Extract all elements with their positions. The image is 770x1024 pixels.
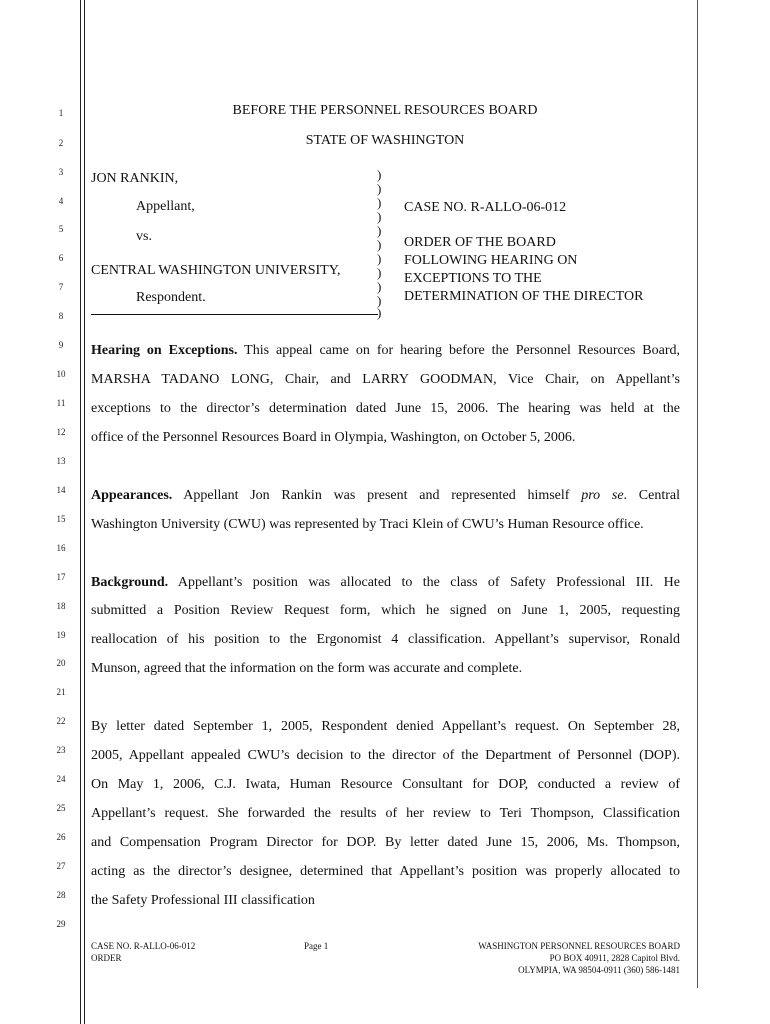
appellant-name: JON RANKIN,	[91, 171, 179, 186]
line-number: 18	[56, 601, 66, 611]
line-number: 6	[58, 253, 64, 263]
paren: )	[377, 279, 382, 294]
line-number: 15	[56, 514, 66, 524]
letter-line: On May 1, 2006, C.J. Iwata, Human Resource Consultant for DOP, conducted a review of	[91, 777, 680, 792]
line-number: 29	[56, 919, 66, 929]
footer-case-number: CASE NO. R-ALLO-06-012	[91, 941, 196, 951]
line-number: 12	[56, 427, 66, 437]
respondent-name: CENTRAL WASHINGTON UNIVERSITY,	[91, 263, 341, 278]
court-heading: BEFORE THE PERSONNEL RESOURCES BOARD	[232, 103, 538, 118]
state-heading: STATE OF WASHINGTON	[305, 133, 465, 148]
left-margin-line-outer	[80, 0, 81, 1024]
background-line: Background. Appellant’s position was allocated to the class of Safety Professional III. He	[91, 575, 681, 590]
paren: )	[377, 181, 382, 196]
paren: )	[377, 209, 382, 224]
line-number: 23	[56, 745, 66, 755]
line-number: 25	[56, 803, 66, 813]
order-title-line: EXCEPTIONS TO THE	[404, 271, 542, 286]
hearing-line: Hearing on Exceptions. This appeal came on for hearing before the Personnel Resources Board,	[91, 343, 681, 358]
line-number: 17	[56, 572, 66, 582]
line-number: 19	[56, 630, 66, 640]
hearing-line: exceptions to the director’s determination dated June 15, 2006. The hearing was held at the	[91, 401, 680, 416]
line-number: 14	[56, 485, 66, 495]
line-number: 5	[58, 224, 64, 234]
footer-city-phone: OLYMPIA, WA 98504-0911 (360) 586-1481	[518, 965, 680, 975]
line-number: 27	[56, 861, 66, 871]
line-number: 28	[56, 890, 66, 900]
order-title-line: ORDER OF THE BOARD	[404, 235, 556, 250]
line-number: 11	[56, 398, 66, 408]
line-number: 4	[58, 196, 64, 206]
footer-agency: WASHINGTON PERSONNEL RESOURCES BOARD	[478, 941, 680, 951]
line-number: 8	[58, 311, 64, 321]
paren: )	[377, 265, 382, 280]
letter-line: the Safety Professional III classification	[91, 893, 315, 908]
left-margin-line-inner	[84, 0, 85, 1024]
hearing-line: MARSHA TADANO LONG, Chair, and LARRY GOODMAN, Vice Chair, on Appellant’s	[91, 372, 680, 387]
letter-line: acting as the director’s designee, determined that Appellant’s position was properly allocated to	[91, 864, 680, 879]
appearances-heading: Appearances.	[91, 488, 173, 503]
appearances-line: Washington University (CWU) was represented by Traci Klein of CWU’s Human Resource office.	[91, 517, 644, 532]
line-number: 2	[58, 138, 64, 148]
order-title-line: FOLLOWING HEARING ON	[404, 253, 578, 268]
paren: )	[377, 195, 382, 210]
versus-label: vs.	[136, 229, 152, 244]
footer-page-number: Page 1	[304, 941, 329, 951]
case-number: CASE NO. R-ALLO-06-012	[404, 200, 567, 215]
line-number: 24	[56, 774, 66, 784]
line-number: 22	[56, 716, 66, 726]
paren: )	[377, 305, 382, 320]
hearing-line: office of the Personnel Resources Board in Olympia, Washington, on October 5, 2006.	[91, 430, 576, 445]
caption-underline	[91, 314, 378, 315]
paren: )	[377, 293, 382, 308]
letter-line: 2005, Appellant appealed CWU’s decision to the director of the Department of Personnel (DOP).	[91, 748, 680, 763]
letter-line: Appellant’s request. She forwarded the results of her review to Teri Thompson, Classification	[91, 806, 680, 821]
background-line: Munson, agreed that the information on the form was accurate and complete.	[91, 661, 523, 676]
hearing-heading: Hearing on Exceptions.	[91, 343, 238, 358]
line-number: 1	[58, 108, 64, 118]
paren: )	[377, 237, 382, 252]
paren: )	[377, 223, 382, 238]
background-line: submitted a Position Review Request form, which he signed on June 1, 2005, requesting	[91, 603, 680, 618]
line-number: 26	[56, 832, 66, 842]
line-number: 13	[56, 456, 66, 466]
background-line: reallocation of his position to the Ergonomist 4 classification. Appellant’s supervisor, Ronald	[91, 632, 680, 647]
line-number: 20	[56, 658, 66, 668]
paren: )	[377, 251, 382, 266]
line-number: 3	[58, 167, 64, 177]
right-margin-line	[697, 0, 698, 988]
appearances-line: Appearances. Appellant Jon Rankin was present and represented himself pro se. Central	[91, 488, 680, 503]
line-number: 7	[58, 282, 64, 292]
line-number: 9	[58, 340, 64, 350]
letter-line: and Compensation Program Director for DOP. By letter dated June 15, 2006, Ms. Thompson,	[91, 835, 680, 850]
background-heading: Background.	[91, 575, 169, 590]
paren: )	[377, 167, 382, 182]
line-number: 21	[56, 687, 66, 697]
footer-doc-type: ORDER	[91, 953, 122, 963]
line-number: 16	[56, 543, 66, 553]
footer-address: PO BOX 40911, 2828 Capitol Blvd.	[549, 953, 680, 963]
respondent-role: Respondent.	[136, 290, 206, 305]
line-number: 10	[56, 369, 66, 379]
appellant-role: Appellant,	[136, 199, 195, 214]
letter-line: By letter dated September 1, 2005, Respondent denied Appellant’s request. On September 28,	[91, 719, 680, 734]
order-title-line: DETERMINATION OF THE DIRECTOR	[404, 289, 644, 304]
